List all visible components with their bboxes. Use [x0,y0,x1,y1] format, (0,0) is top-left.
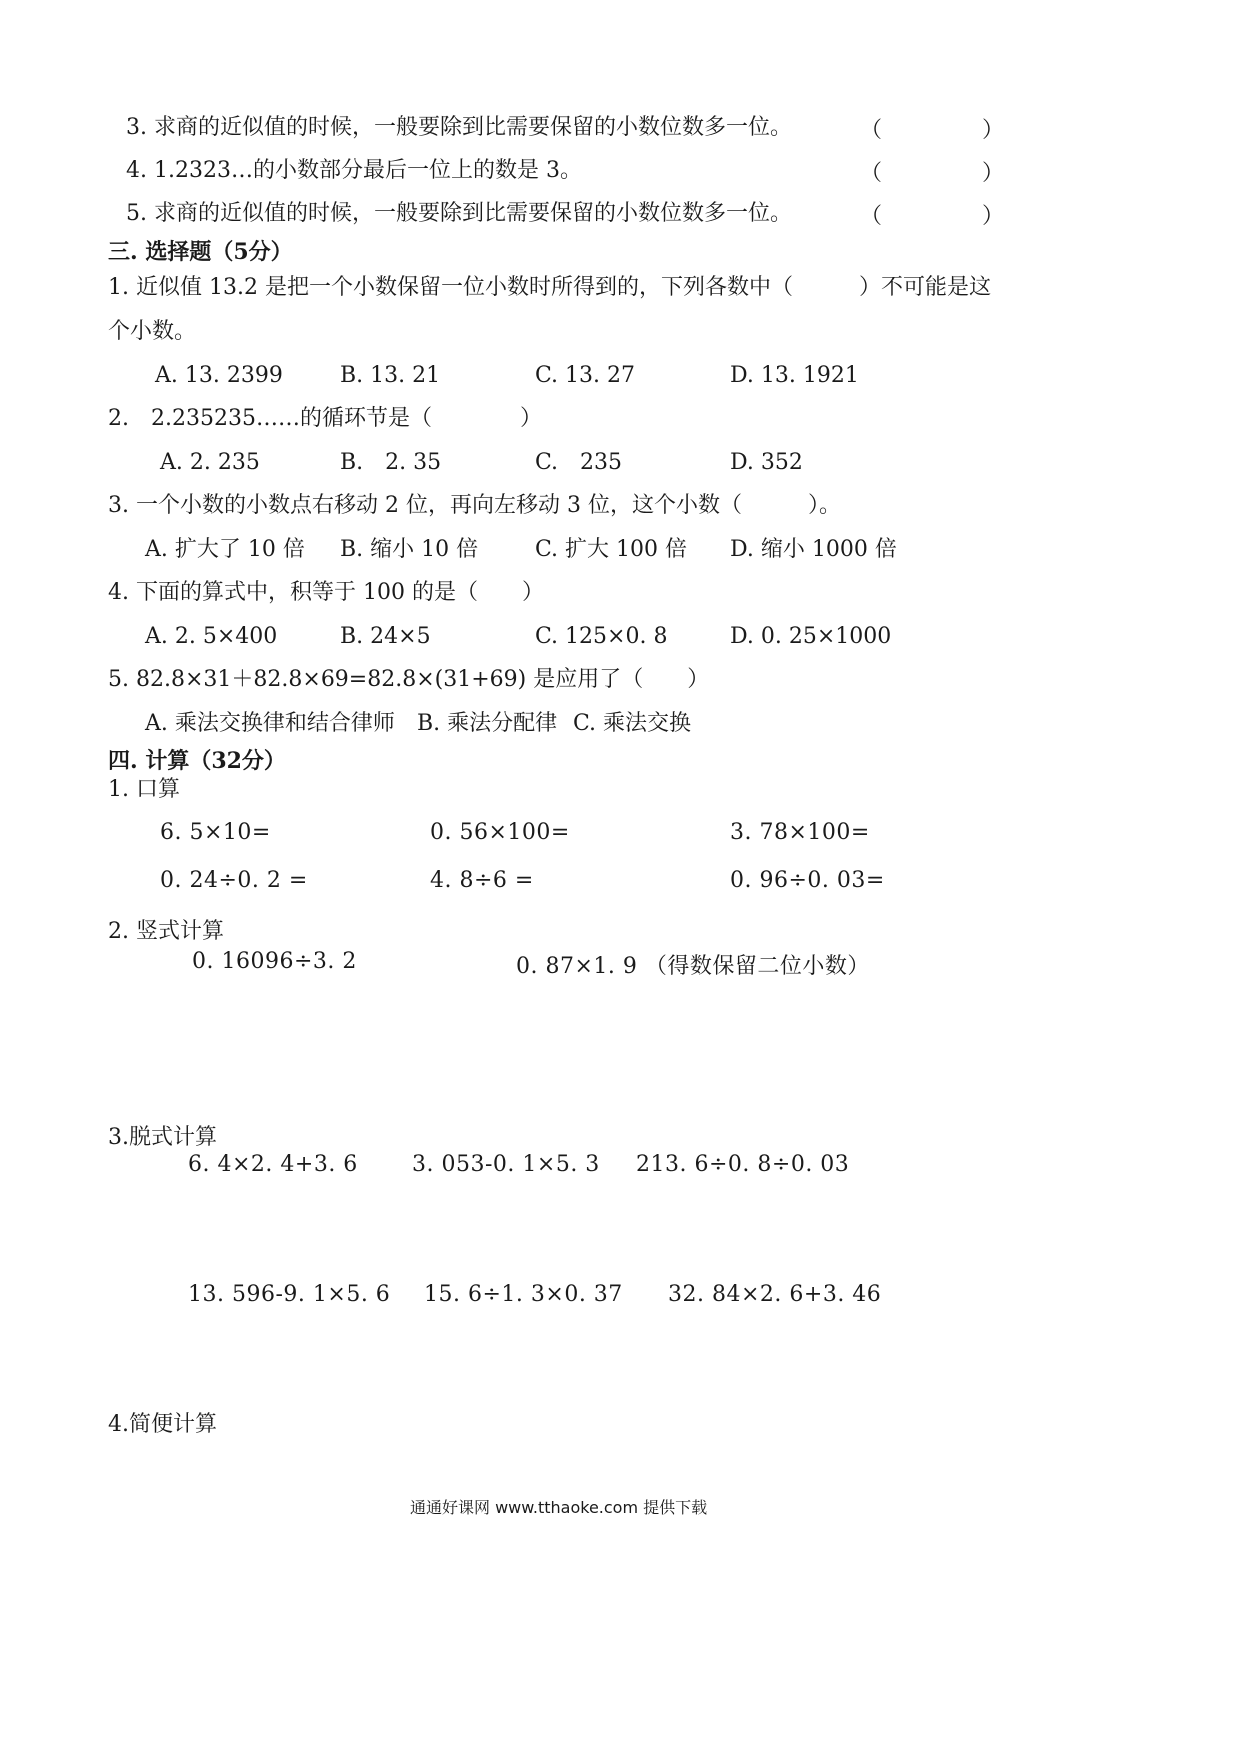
judge-item-4: 4. 1.2323…的小数部分最后一位上的数是 3。 [126,158,582,183]
judge-answer-close-3: ） [982,118,1005,143]
judge-answer-close-4: ） [982,161,1005,186]
step-title: 3.脱式计算 [108,1125,217,1150]
oral-expr-5: 4. 8÷6 = [430,868,534,893]
choice-q5-option-a: A. 乘法交换律和结合律师 [145,711,395,736]
choice-q3-option-c: C. 扩大 100 倍 [535,537,688,562]
choice-q3: 3. 一个小数的小数点右移动 2 位，再向左移动 3 位，这个小数（ ）。 [108,493,841,518]
oral-expr-6: 0. 96÷0. 03= [730,868,885,893]
choice-q2-option-c: C. 235 [535,450,623,475]
choice-q2-option-b: B. 2. 35 [340,450,442,475]
vertical-expr-1: 0. 16096÷3. 2 [192,949,357,974]
oral-title: 1. 口算 [108,777,180,802]
oral-expr-3: 3. 78×100= [730,820,870,845]
judge-answer-open-5: （ [860,204,883,229]
choice-q2-option-a: A. 2. 235 [160,450,260,475]
oral-expr-4: 0. 24÷0. 2 = [160,868,308,893]
judge-answer-open-4: （ [860,161,883,186]
choice-q4-option-b: B. 24×5 [340,624,431,649]
choice-q4: 4. 下面的算式中，积等于 100 的是（ ） [108,580,544,605]
footer-source: 通通好课网 www.tthaoke.com 提供下载 [410,1498,708,1517]
step-expr-6: 32. 84×2. 6+3. 46 [668,1282,882,1307]
choice-q2: 2. 2.235235……的循环节是（ ） [108,406,542,431]
judge-item-3: 3. 求商的近似值的时候，一般要除到比需要保留的小数位数多一位。 [126,115,792,140]
choice-q4-option-c: C. 125×0. 8 [535,624,668,649]
choice-q5-option-c: C. 乘法交换 [573,711,692,736]
choice-q1-option-a: A. 13. 2399 [155,363,283,388]
step-expr-1: 6. 4×2. 4+3. 6 [188,1152,358,1177]
judge-answer-open-3: （ [860,118,883,143]
choice-q1-line1: 1. 近似值 13.2 是把一个小数保留一位小数时所得到的，下列各数中（ ）不可能是这 [108,275,991,300]
judge-item-5: 5. 求商的近似值的时候，一般要除到比需要保留的小数位数多一位。 [126,201,792,226]
choice-q1-line2: 个小数。 [108,319,197,344]
choice-q1-option-b: B. 13. 21 [340,363,441,388]
choice-q4-option-a: A. 2. 5×400 [145,624,278,649]
step-expr-4: 13. 596-9. 1×5. 6 [188,1282,391,1307]
choice-q3-option-a: A. 扩大了 10 倍 [145,537,305,562]
choice-heading: 三. 选择题（5分） [108,239,293,265]
choice-q1-option-c: C. 13. 27 [535,363,636,388]
oral-expr-1: 6. 5×10= [160,820,271,845]
choice-q5-option-b: B. 乘法分配律 [417,711,558,736]
choice-q3-option-b: B. 缩小 10 倍 [340,537,479,562]
judge-answer-close-5: ） [982,204,1005,229]
vertical-title: 2. 竖式计算 [108,919,224,944]
calc-heading: 四. 计算（32分） [108,748,286,774]
step-expr-2: 3. 053-0. 1×5. 3 [412,1152,600,1177]
choice-q5: 5. 82.8×31＋82.8×69=82.8×(31+69) 是应用了（ ） [108,667,710,692]
oral-expr-2: 0. 56×100= [430,820,570,845]
choice-q4-option-d: D. 0. 25×1000 [730,624,892,649]
step-expr-3: 213. 6÷0. 8÷0. 03 [636,1152,850,1177]
simple-title: 4.简便计算 [108,1412,217,1437]
choice-q2-option-d: D. 352 [730,450,803,475]
vertical-expr-2: 0. 87×1. 9 （得数保留二位小数） [516,954,870,979]
choice-q1-option-d: D. 13. 1921 [730,363,859,388]
step-expr-5: 15. 6÷1. 3×0. 37 [424,1282,623,1307]
choice-q3-option-d: D. 缩小 1000 倍 [730,537,897,562]
